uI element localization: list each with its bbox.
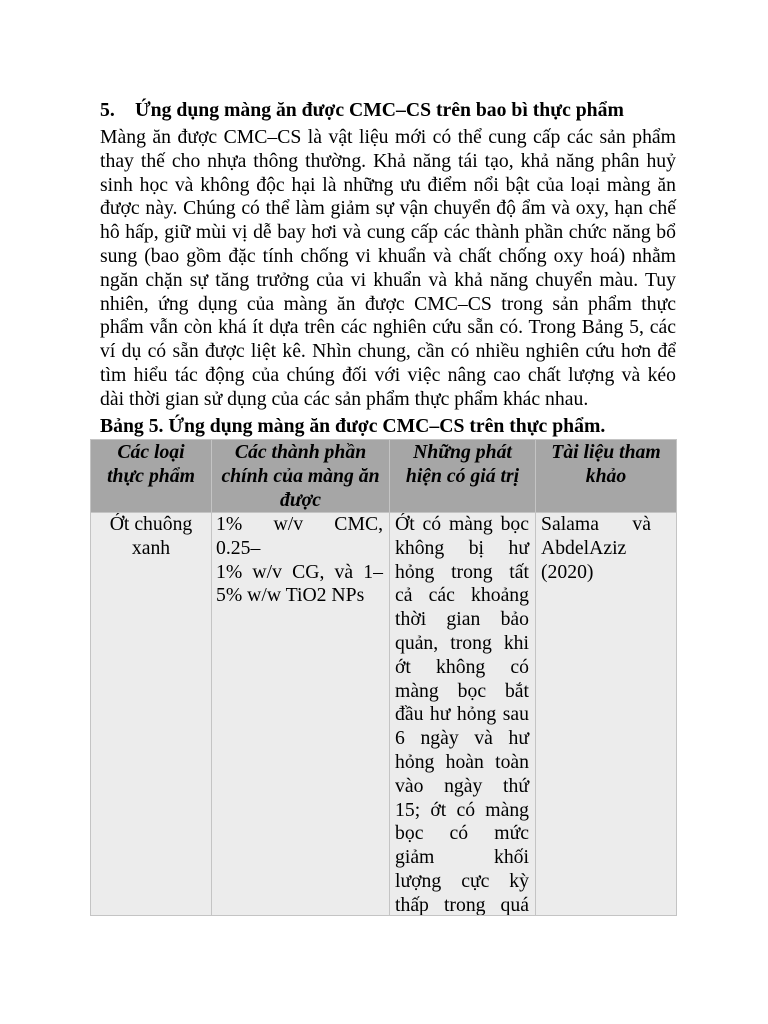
paragraph-line: dài thời gian sử dụng của các sản phẩm thực phẩm khác nhau. xyxy=(100,387,589,410)
cell-line: thấp trong quá xyxy=(395,893,529,916)
paragraph-line: sung (bao gồm đặc tính chống vi khuẩn và chất chống oxy hoá) nhằm xyxy=(100,244,676,267)
section-title: Ứng dụng màng ăn được CMC–CS trên bao bì thực phẩm xyxy=(135,99,624,121)
cell-line: xanh xyxy=(131,536,171,559)
header-line: Các loại xyxy=(117,441,185,463)
cell-line: ớt không có xyxy=(395,655,529,678)
paragraph-line: nhiên, ứng dụng của màng ăn được CMC–CS trong sản phẩm thực xyxy=(100,292,676,315)
header-line: chính của màng ăn xyxy=(221,464,380,487)
section-heading xyxy=(100,99,676,123)
cell-line: Salama và xyxy=(541,513,651,535)
cell-line: bọc có mức xyxy=(395,822,529,845)
cell-line: 5% w/w TiO2 NPs xyxy=(216,584,365,607)
cell-line: không bị hư xyxy=(395,536,529,559)
header-line: Tài liệu tham xyxy=(551,441,661,463)
paragraph-line: sinh học và không độc hại là những ưu điểm nổi bật của loại màng ăn xyxy=(100,173,676,196)
cell-line: hỏng hoàn toàn xyxy=(395,750,529,773)
cell-line: lượng cực kỳ xyxy=(395,869,529,892)
table-header-food-type xyxy=(90,439,212,513)
cell-line: vào ngày thứ xyxy=(395,774,529,797)
cell-line: hỏng trong tất xyxy=(395,560,529,583)
header-line: thực phẩm xyxy=(107,464,195,487)
table-cell-findings xyxy=(389,512,536,916)
cell-line: cả các khoảng xyxy=(395,584,529,607)
paragraph-line: được này. Chúng có thể làm giảm sự vận chuyển độ ẩm và oxy, hạn chế xyxy=(100,197,676,220)
cell-line: 15; ớt có màng xyxy=(395,798,529,821)
body-paragraph xyxy=(100,126,676,412)
header-line: Các thành phần xyxy=(234,441,367,463)
cell-line: màng bọc bắt xyxy=(395,679,529,702)
cell-line: 0.25– xyxy=(216,536,261,559)
paragraph-line: ngăn chặn sự tăng trưởng của vi khuẩn và khả năng chuyển màu. Tuy xyxy=(100,268,676,291)
header-line: khảo xyxy=(585,464,627,487)
paragraph-line: phẩm vẫn còn khá ít dựa trên các nghiên cứu sẵn có. Trong Bảng 5, các xyxy=(100,316,676,339)
paragraph-line: Màng ăn được CMC–CS là vật liệu mới có thể cung cấp các sản phẩm xyxy=(100,126,676,148)
cell-line: giảm khối xyxy=(395,846,529,869)
table-caption: Bảng 5. Ứng dụng màng ăn được CMC–CS trên thực phẩm. xyxy=(100,415,606,437)
paragraph-line: tìm hiểu tác động của chúng đối với việc nâng cao chất lượng và kéo xyxy=(100,363,676,386)
cell-line: AbdelAziz xyxy=(541,536,627,559)
cell-line: Ớt có màng bọc xyxy=(395,513,529,535)
cell-line: 1% w/v CMC, xyxy=(216,513,383,535)
table-cell-food xyxy=(90,512,212,916)
cell-line: (2020) xyxy=(541,560,594,583)
header-line: được xyxy=(280,488,321,511)
cell-line: thời gian bảo xyxy=(395,608,529,631)
cell-line: quản, trong khi xyxy=(395,631,529,654)
paragraph-line: ví dụ có sẵn được liệt kê. Nhìn chung, cần có nhiều nghiên cứu hơn để xyxy=(100,340,676,363)
table-cell-components xyxy=(211,512,390,916)
section-number: 5. xyxy=(100,99,115,121)
header-line: hiện có giá trị xyxy=(405,464,520,487)
paragraph-line: hô hấp, giữ mùi vị dễ bay hơi và cung cấp các thành phần chức năng bổ xyxy=(100,221,676,244)
data-table xyxy=(90,439,677,916)
table-cell-reference xyxy=(535,512,677,916)
cell-line: đầu hư hỏng sau xyxy=(395,703,529,726)
table-header-components xyxy=(211,439,390,513)
table-header-findings xyxy=(389,439,536,513)
cell-line: 1% w/v CG, và 1– xyxy=(216,560,383,583)
cell-line: Ớt chuông xyxy=(109,513,193,535)
paragraph-line: thay thế cho nhựa thông thường. Khả năng tái tạo, khả năng phân huỷ xyxy=(100,149,676,172)
table-header-reference xyxy=(535,439,677,513)
header-line: Những phát xyxy=(413,441,512,463)
cell-line: 6 ngày và hư xyxy=(395,727,529,750)
